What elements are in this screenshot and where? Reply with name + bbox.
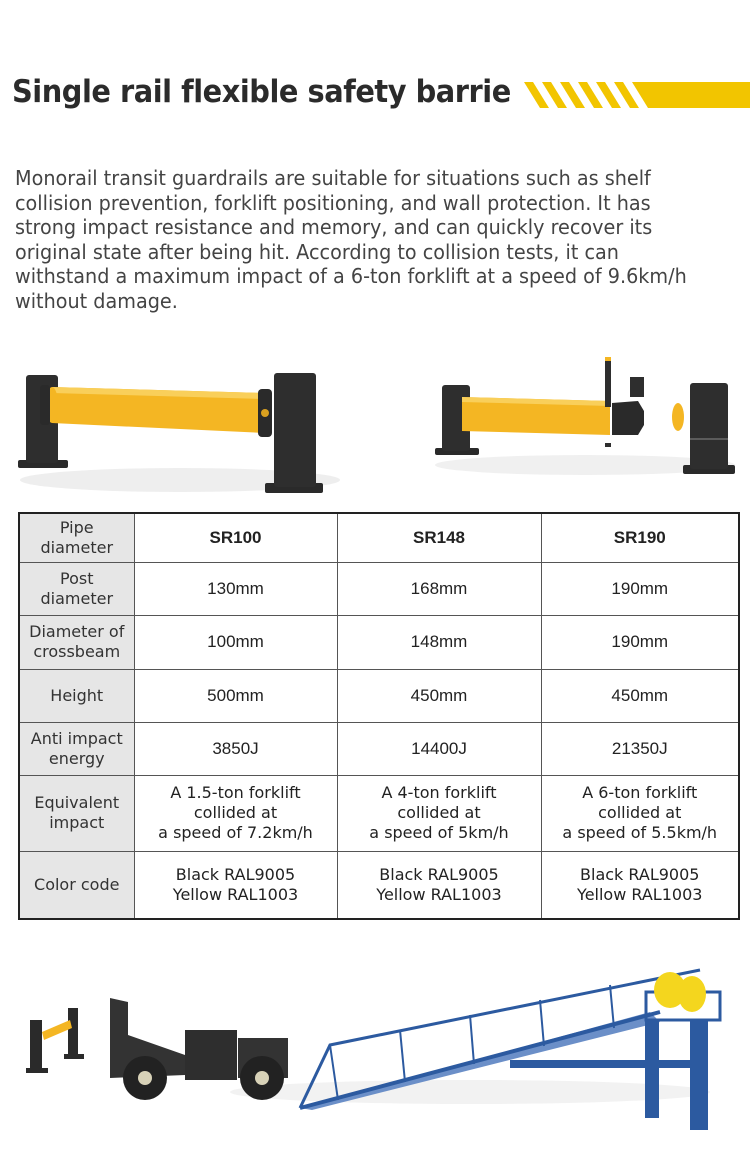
table-cell: 190mm	[541, 615, 739, 669]
label-line: impact	[49, 813, 105, 832]
table-cell: 500mm	[134, 669, 337, 722]
table-cell: 3850J	[134, 722, 337, 775]
cell-line: collided at	[193, 803, 278, 822]
cell-line: A 4-ton forklift	[381, 783, 497, 802]
cell-line: Yellow RAL1003	[172, 884, 299, 904]
row-label	[19, 775, 134, 851]
model-header-sr190: SR190	[541, 513, 739, 562]
row-label	[19, 562, 134, 615]
cell-line: A 6-ton forklift	[582, 783, 698, 802]
row-label-pipe-diameter	[19, 513, 134, 562]
table-cell: 190mm	[541, 562, 739, 615]
table-cell: 450mm	[337, 669, 541, 722]
cell-line: Black RAL9005	[379, 864, 499, 884]
table-cell: 100mm	[134, 615, 337, 669]
cell-line: collided at	[598, 803, 682, 822]
table-cell	[541, 775, 739, 851]
table-cell	[337, 775, 541, 851]
label-line: diameter	[40, 588, 114, 608]
collision-test-rig-illustration	[0, 960, 750, 1130]
table-cell	[337, 851, 541, 919]
table-row-post-diameter	[19, 562, 739, 615]
row-label	[19, 615, 134, 669]
table-header-row	[19, 513, 739, 562]
cell-line: Black RAL9005	[175, 864, 296, 884]
table-cell: 14400J	[337, 722, 541, 775]
label-line: Height	[50, 685, 104, 705]
label-line: Diameter of	[29, 622, 125, 641]
intro-paragraph: Monorail transit guardrails are suitable for situations such as shelf collision prevention, forklift positioning, and wall protection. It has strong impact resistance and memory, and can quickly recover its original state after being hit. According to collision tests, it can withstand a maximum impact of a 6-ton forklift at a speed of 9.6km/h without damage.	[15, 166, 687, 313]
cell-line: a speed of 7.2km/h	[158, 823, 313, 842]
table-row-anti-impact-energy	[19, 722, 739, 775]
label-line: Pipe	[59, 517, 94, 537]
cell-line: a speed of 5km/h	[369, 823, 509, 842]
cell-line: Yellow RAL1003	[376, 884, 502, 904]
table-row-height	[19, 669, 739, 722]
label-line: Equivalent	[34, 793, 120, 812]
table-row-color-code	[19, 851, 739, 919]
label-line: Color code	[34, 874, 120, 894]
table-row-equivalent-impact	[19, 775, 739, 851]
label-line: diameter	[40, 537, 114, 557]
hazard-stripes-decoration	[524, 82, 750, 108]
table-cell: 130mm	[134, 562, 337, 615]
table-cell: 21350J	[541, 722, 739, 775]
table-cell	[134, 851, 337, 919]
table-cell: 148mm	[337, 615, 541, 669]
cell-line: Yellow RAL1003	[577, 884, 703, 904]
table-cell	[134, 775, 337, 851]
model-header-sr148: SR148	[337, 513, 541, 562]
barrier-assembled-illustration	[0, 355, 360, 505]
cell-line: Black RAL9005	[580, 864, 700, 884]
table-cell	[541, 851, 739, 919]
barrier-exploded-illustration	[420, 355, 750, 485]
table-row-crossbeam-diameter	[19, 615, 739, 669]
table-cell: 450mm	[541, 669, 739, 722]
table-cell: 168mm	[337, 562, 541, 615]
label-line: energy	[48, 748, 105, 768]
label-line: crossbeam	[33, 642, 121, 661]
row-label	[19, 669, 134, 722]
label-line: Post	[60, 568, 94, 588]
page-title: Single rail flexible safety barrie	[12, 74, 511, 110]
label-line: Anti impact	[30, 728, 123, 748]
spec-table	[18, 512, 740, 920]
row-label	[19, 722, 134, 775]
row-label	[19, 851, 134, 919]
cell-line: collided at	[397, 803, 481, 822]
model-header-sr100: SR100	[134, 513, 337, 562]
cell-line: a speed of 5.5km/h	[562, 823, 718, 842]
cell-line: A 1.5-ton forklift	[170, 783, 301, 802]
